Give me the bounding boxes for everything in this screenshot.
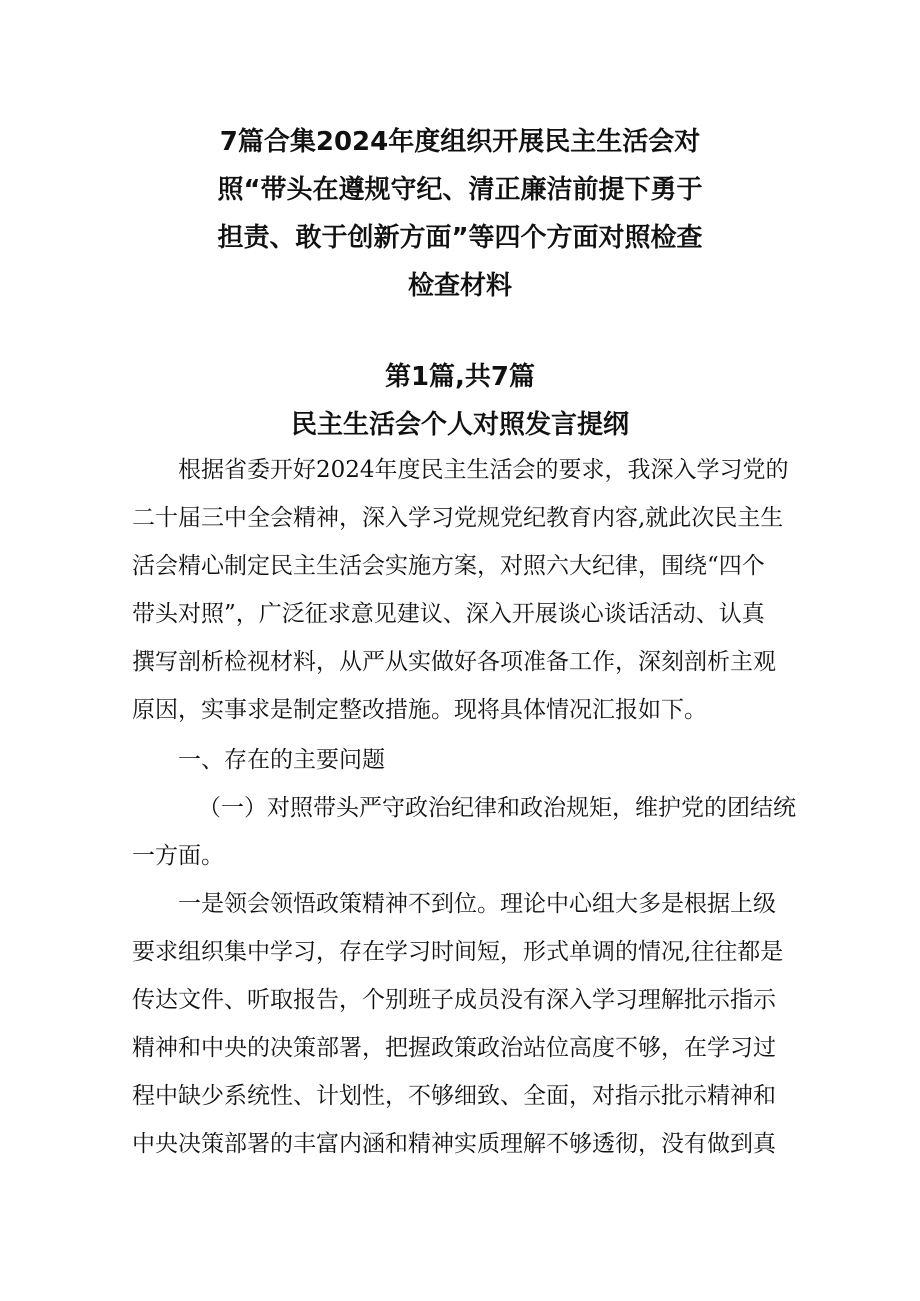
paragraph-line: 原因，实事求是制定整改措施。现将具体情况汇报如下。 [132, 697, 707, 723]
paragraph-line: 撰写剖析检视材料，从严从实做好各项准备工作，深刻剖析主观 [132, 649, 776, 675]
subsection-paragraph [132, 784, 797, 880]
paragraph-line: 活会精心制定民主生活会实施方案，对照六大纪律，围绕“四个 [132, 553, 765, 579]
point-paragraph [132, 880, 797, 1168]
paragraph-line: 带头对照”，广泛征求意见建议、深入开展谈心谈话活动、认真 [132, 601, 765, 627]
intro-paragraph [132, 446, 797, 734]
title-line: 担责、敢于创新方面”等四个方面对照检查 [217, 223, 703, 253]
paragraph-line: 根据省委开好2024年度民主生活会的要求，我深入学习党的 [178, 457, 789, 483]
paragraph-line: 中央决策部署的丰富内涵和精神实质理解不够透彻，没有做到真 [132, 1131, 776, 1157]
section-heading-text: 一、存在的主要问题 [178, 747, 385, 773]
paragraph-line: 二十届三中全会精神，深入学习党规党纪教育内容,就此次民主生 [132, 505, 784, 531]
title-line: 7篇合集2024年度组织开展民主生活会对 [219, 127, 701, 157]
section-heading [132, 736, 797, 784]
part-title: 民主生活会个人对照发言提纲 [290, 410, 629, 440]
title-line: 照“带头在遵规守纪、清正廉洁前提下勇于 [217, 175, 703, 205]
part-number: 第1篇,共7篇 [384, 362, 536, 392]
paragraph-line: 程中缺少系统性、计划性，不够细致、全面，对指示批示精神和 [132, 1083, 776, 1109]
title-line: 检查材料 [407, 271, 512, 301]
paragraph-line: 精神和中央的决策部署，把握政策政治站位高度不够，在学习过 [132, 1035, 776, 1061]
paragraph-line: （一）对照带头严守政治纪律和政治规矩，维护党的团结统 [198, 795, 796, 821]
paragraph-line: 传达文件、听取报告，个别班子成员没有深入学习理解批示指示 [132, 987, 776, 1013]
paragraph-line: 一是领会领悟政策精神不到位。理论中心组大多是根据上级 [178, 891, 776, 917]
document-title [160, 118, 760, 310]
paragraph-line: 一方面。 [132, 843, 224, 869]
paragraph-line: 要求组织集中学习，存在学习时间短，形式单调的情况,往往都是 [132, 939, 784, 965]
